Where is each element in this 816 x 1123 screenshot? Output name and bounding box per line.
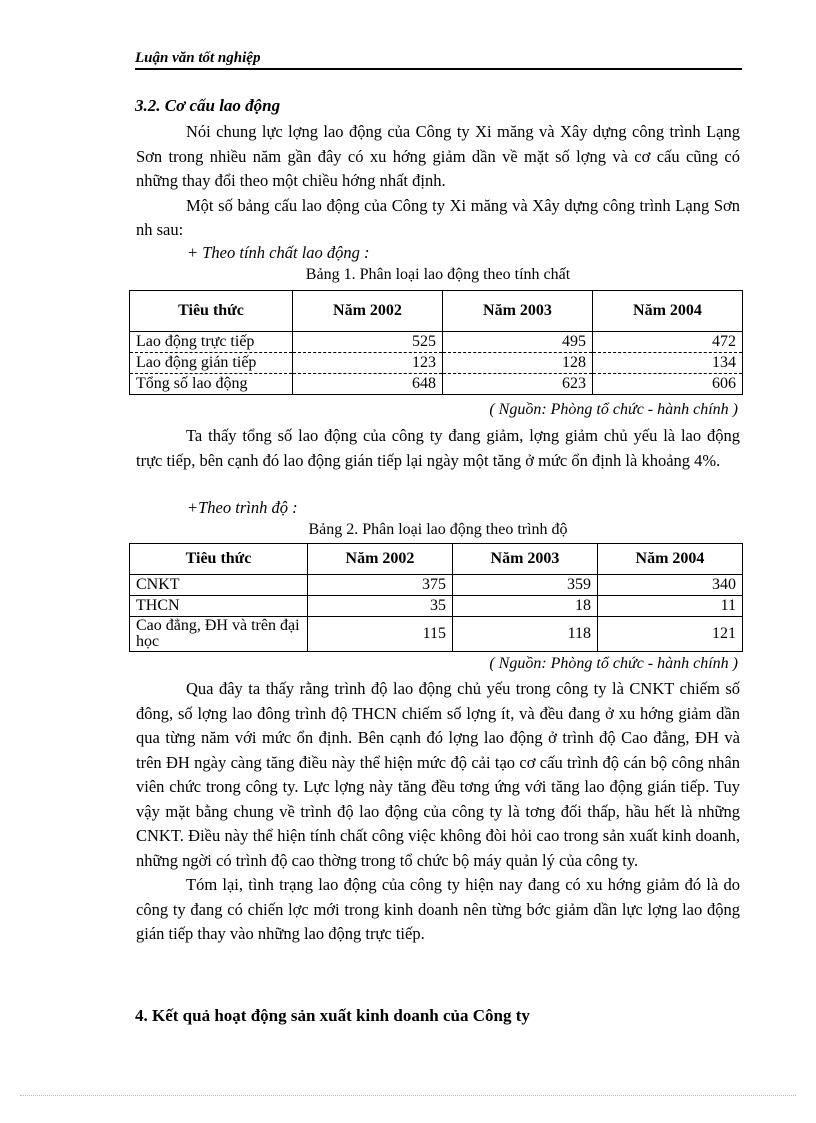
table-header-cell: Năm 2002 (308, 544, 453, 575)
table-cell: 11 (598, 596, 743, 617)
table-cell: 359 (453, 575, 598, 596)
table-cell: 525 (293, 332, 443, 353)
section-heading-3-2: 3.2. Cơ cấu lao động (135, 96, 281, 115)
table-header-row (130, 544, 743, 575)
table-cell: 35 (308, 596, 453, 617)
table-header-cell: Năm 2002 (293, 291, 443, 332)
table-labor-by-level (129, 543, 743, 652)
table-row (130, 374, 743, 395)
table-cell: 123 (293, 353, 443, 374)
table-cell: 115 (308, 617, 453, 652)
table-row (130, 332, 743, 353)
table-cell: 118 (453, 617, 598, 652)
table1-source: ( Nguồn: Phòng tổ chức - hành chính ) (489, 401, 738, 418)
paragraph-2: Một số bảng cấu lao động của Công ty Xi măng và Xây dựng công trình Lạng Sơn nh sau: (136, 195, 740, 239)
table-cell: 18 (453, 596, 598, 617)
paragraph-5: Tóm lại, tình trạng lao động của công ty hiện nay đang có xu hớng giảm đó là do công ty đang có chiến lợc mới trong kinh doanh nên từng bớc giảm dần lực lợng lao động gián tiếp thay vào những lao động trực tiếp. (136, 875, 740, 943)
table-header-cell: Năm 2004 (598, 544, 743, 575)
table-cell: 340 (598, 575, 743, 596)
paragraph-intro (136, 120, 740, 243)
table-header-row (130, 291, 743, 332)
table-cell: Lao động gián tiếp (130, 353, 293, 374)
table2-caption: Bảng 2. Phân loại lao động theo trình độ (308, 521, 568, 538)
table-cell: 128 (443, 353, 593, 374)
page-header (135, 50, 742, 70)
table-cell: 623 (443, 374, 593, 395)
paragraph-3: Ta thấy tổng số lao động của công ty đang giảm, lợng giảm chủ yếu là lao động trực tiếp, bên cạnh đó lao động gián tiếp lại ngày một tăng ở mức ổn định là khoảng 4%. (136, 426, 740, 470)
table-header-cell: Tiêu thức (130, 291, 293, 332)
table-cell: 375 (308, 575, 453, 596)
table-cell: 134 (593, 353, 743, 374)
table-cell: Lao động trực tiếp (130, 332, 293, 353)
paragraph-4: Qua đây ta thấy rằng trình độ lao động chủ yếu trong công ty là CNKT chiếm số đông, số lợng lao đông trình độ THCN chiếm số lợng ít, và đều đang ở xu hớng giảm dần qua từng năm với mức ổn định. Bên cạnh đó lợng lao động ở trình độ Cao đẳng, ĐH và trên ĐH ngày càng tăng điều này thể hiện mức độ cải tạo cơ cấu trình độ cán bộ công nhân viên chức trong công ty. Lực lợng này tăng đều tơng ứng với tăng lao động gián tiếp. Tuy vậy mặt bằng chung về trình độ lao động của công ty là tơng đối thấp, hầu hết là những CNKT. Điều này thể hiện tính chất công việc không đòi hỏi cao trong sản xuất kinh doanh, những ngời có trình độ cao thờng trong tổ chức bộ máy quản lý của công ty. (136, 679, 740, 870)
table-row (130, 596, 743, 617)
table-row (130, 353, 743, 374)
table-header-cell: Năm 2003 (443, 291, 593, 332)
table-cell: CNKT (130, 575, 308, 596)
table1-caption: Bảng 1. Phân loại lao động theo tính chất (305, 266, 571, 283)
table-cell: 495 (443, 332, 593, 353)
table-cell: 606 (593, 374, 743, 395)
table2-source: ( Nguồn: Phòng tổ chức - hành chính ) (489, 655, 738, 672)
table-row (130, 617, 743, 652)
table-row (130, 575, 743, 596)
table-cell: Tổng số lao động (130, 374, 293, 395)
table-cell: 472 (593, 332, 743, 353)
table-cell: 648 (293, 374, 443, 395)
table-labor-by-nature (129, 290, 743, 395)
table-header-cell: Năm 2003 (453, 544, 598, 575)
table-cell: THCN (130, 596, 308, 617)
section-heading-4: 4. Kết quả hoạt động sản xuất kinh doanh của Công ty (135, 1006, 530, 1025)
subheading-by-nature: + Theo tính chất lao động : (187, 243, 370, 262)
paragraph-analysis-2 (136, 677, 740, 947)
table-cell: 121 (598, 617, 743, 652)
table-header-cell: Tiêu thức (130, 544, 308, 575)
table-cell: Cao đẳng, ĐH và trên đại học (130, 617, 308, 652)
subheading-by-level: +Theo trình độ : (187, 498, 298, 517)
page-bottom-divider (20, 1095, 796, 1096)
paragraph-1: Nói chung lực lợng lao động của Công ty Xi măng và Xây dựng công trình Lạng Sơn trong nhiều năm gần đây có xu hớng giảm dần về mặt số lợng và cơ cấu cũng có những thay đổi theo một chiều hớng nhất định. (136, 122, 740, 190)
table-header-cell: Năm 2004 (593, 291, 743, 332)
header-title: Luận văn tốt nghiệp (135, 50, 261, 66)
paragraph-analysis-1 (136, 424, 740, 473)
